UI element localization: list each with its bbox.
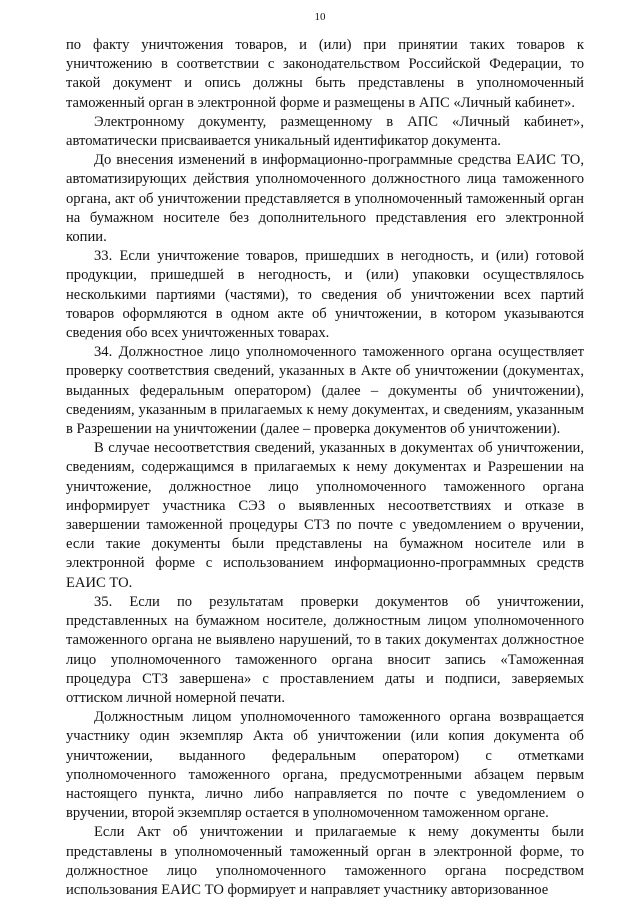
paragraph-item-34: 34. Должностное лицо уполномоченного таможенного органа осуществляет проверку соответствия сведений, указанных в Акте об уничтожении (документах, выданных федеральным оператором) (далее – документы об уничтожении), сведениям, указанным в прилагаемых к нему документах, и сведениям, указанным в Разрешении на уничтожении (далее – проверка документов об уничтожении).	[66, 344, 584, 438]
paragraph-item-33: 33. Если уничтожение товаров, пришедших в негодность, и (или) готовой продукции, пришедшей в негодность, и (или) упаковки осуществлялось несколькими партиями (частями), то сведения об уничтожении всех партий товаров оформляются в одном акте об уничтожении, в котором указываются сведения обо всех уничтоженных товарах.	[66, 248, 584, 342]
paragraph-item-35: 35. Если по результатам проверки документов об уничтожении, представленных на бумажном носителе, должностным лицом уполномоченного таможенного органа не выявлено нарушений, то в таких документах должностное лицо уполномоченного таможенного органа вносит запись «Таможенная процедура СТЗ завершена» с проставлением даты и подписи, заверяемых оттиском личной номерной печати.	[66, 593, 584, 706]
paragraph-electronic-document-id: Электронному документу, размещенному в АПС «Личный кабинет», автоматически присваивается уникальный идентификатор документа.	[66, 113, 584, 150]
paragraph-continuation: по факту уничтожения товаров, и (или) при принятии таких товаров к уничтожению в соответствии с законодательством Российской Федерации, то такой документ и опись должны быть представлены в уполномоченный таможенный орган в электронной форме и размещены в АПС «Личный кабинет».	[66, 37, 584, 111]
paragraph-return-copy: Должностным лицом уполномоченного таможенного органа возвращается участнику один экземпляр Акта об уничтожении (или копия документа об уничтожении, выданного федеральным оператором) с отметками уполномоченного таможенного органа, предусмотренными абзацем первым настоящего пункта, лично либо направляется по почте с уведомлением о вручении, второй экземпляр остается в уполномоченном таможенном органе.	[66, 709, 584, 822]
paragraph-electronic-submission: Если Акт об уничтожении и прилагаемые к нему документы были представлены в уполномоченный таможенный орган в электронной форме, то должностное лицо уполномоченного таможенного органа посредством использования ЕАИС ТО формирует и направляет участнику авторизованное	[66, 824, 584, 898]
document-body	[66, 36, 584, 900]
paragraph-inconsistency: В случае несоответствия сведений, указанных в документах об уничтожении, сведениям, содержащимся в прилагаемых к нему документах и Разрешении на уничтожение, должностное лицо уполномоченного таможенного органа информирует участника СЭЗ о выявленных несоответствиях и отказе в завершении таможенной процедуры СТЗ по почте с уведомлением о вручении, если такие документы были представлены на бумажном носителе или в электронной форме с использованием информационно-программных средств ЕАИС ТО.	[66, 440, 584, 591]
paragraph-paper-act: До внесения изменений в информационно-программные средства ЕАИС ТО, автоматизирующих действия уполномоченного должностного лица таможенного органа, акт об уничтожении представляется в уполномоченный таможенный орган на бумажном носителе без дополнительного представления его электронной копии.	[66, 152, 584, 246]
page-number: 10	[314, 11, 326, 23]
